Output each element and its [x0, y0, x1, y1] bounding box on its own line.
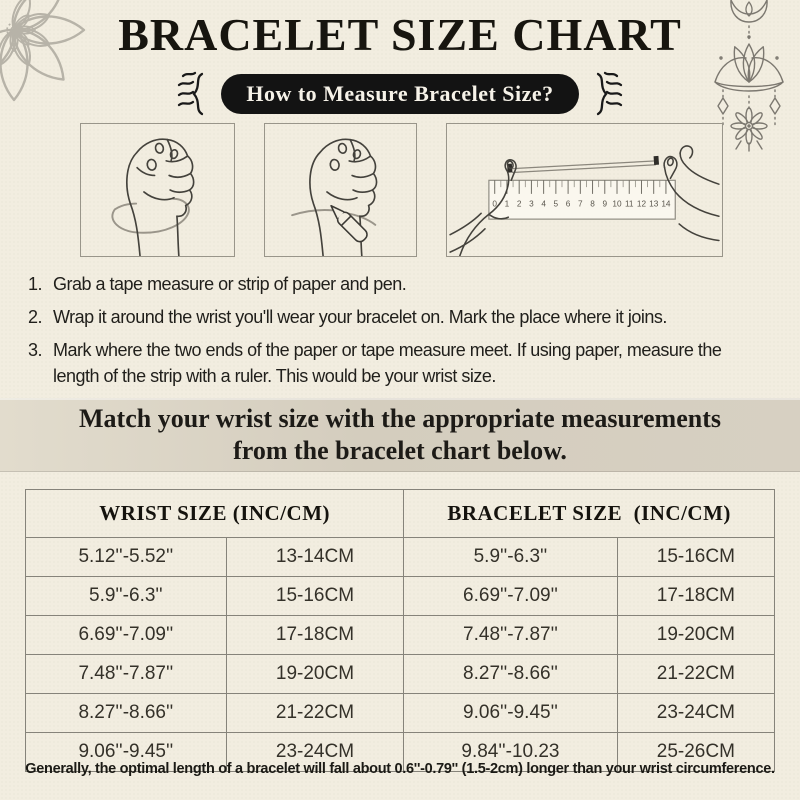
- instruction-list: [28, 271, 776, 396]
- table-cell: 19-20CM: [617, 616, 774, 655]
- table-cell: 17-18CM: [226, 616, 404, 655]
- table-cell: 9.84''-10.23: [404, 733, 617, 772]
- table-cell: 5.9''-6.3'': [26, 577, 227, 616]
- table-cell: 7.48''-7.87'': [404, 616, 617, 655]
- table-cell: 6.69''-7.09'': [404, 577, 617, 616]
- match-banner-line2: from the bracelet chart below.: [233, 436, 567, 465]
- table-row: [26, 577, 775, 616]
- illustration-wrap-tape: [80, 123, 235, 257]
- table-cell: 15-16CM: [617, 538, 774, 577]
- table-cell: 13-14CM: [226, 538, 404, 577]
- size-chart-table: [25, 489, 775, 772]
- illustration-ruler-measure: [446, 123, 723, 257]
- table-cell: 8.27''-8.66'': [26, 694, 227, 733]
- svg-text:12: 12: [636, 199, 647, 209]
- match-size-banner: [0, 398, 800, 472]
- svg-text:2: 2: [516, 199, 522, 209]
- ruler-hands-icon: [447, 124, 722, 256]
- table-cell: 21-22CM: [226, 694, 404, 733]
- svg-text:3: 3: [529, 199, 534, 209]
- table-row: [26, 694, 775, 733]
- table-cell: 25-26CM: [617, 733, 774, 772]
- table-cell: 17-18CM: [617, 577, 774, 616]
- wrist-size-header: WRIST SIZE (INC/CM): [26, 490, 404, 538]
- table-cell: 15-16CM: [226, 577, 404, 616]
- svg-text:14: 14: [661, 199, 671, 209]
- svg-text:9: 9: [602, 199, 608, 209]
- step-number: 3.: [28, 340, 43, 360]
- how-to-measure-banner: [0, 71, 800, 117]
- illustration-mark-wrist: [264, 123, 417, 257]
- table-row: [26, 538, 775, 577]
- illustration-row: [80, 123, 723, 257]
- svg-text:11: 11: [624, 199, 634, 209]
- step-text: Grab a tape measure or strip of paper and pen.: [53, 274, 407, 294]
- table-row: [26, 616, 775, 655]
- table-cell: 6.69''-7.09'': [26, 616, 227, 655]
- step-text: Wrap it around the wrist you'll wear your bracelet on. Mark the place where it joins.: [53, 307, 667, 327]
- table-header-row: [26, 490, 775, 538]
- wrist-tape-icon: [81, 124, 234, 256]
- table-cell: 5.12''-5.52'': [26, 538, 227, 577]
- svg-text:1: 1: [504, 199, 510, 209]
- bracelet-size-header: BRACELET SIZE (INC/CM): [404, 490, 775, 538]
- table-cell: 5.9''-6.3'': [404, 538, 617, 577]
- step-number: 2.: [28, 307, 43, 327]
- footer-note: Generally, the optimal length of a bracelet will fall about 0.6''-0.79'' (1.5-2cm) longer than your wrist circumference.: [25, 761, 775, 777]
- banner-pill: How to Measure Bracelet Size?: [221, 74, 578, 114]
- table-cell: 23-24CM: [617, 694, 774, 733]
- match-banner-line1: Match your wrist size with the appropriate measurements: [79, 404, 721, 433]
- step-text: Mark where the two ends of the paper or tape measure meet. If using paper, measure the length of the strip with a ruler. This would be your wrist size.: [53, 340, 722, 386]
- table-cell: 23-24CM: [226, 733, 404, 772]
- step-number: 1.: [28, 274, 43, 294]
- table-cell: 9.06''-9.45'': [26, 733, 227, 772]
- flourish-left-icon: [175, 71, 209, 117]
- svg-text:13: 13: [649, 199, 659, 209]
- svg-text:5: 5: [553, 199, 559, 209]
- table-cell: 9.06''-9.45'': [404, 694, 617, 733]
- svg-text:4: 4: [541, 199, 546, 209]
- svg-text:7: 7: [578, 199, 583, 209]
- table-cell: 7.48''-7.87'': [26, 655, 227, 694]
- table-cell: 19-20CM: [226, 655, 404, 694]
- instruction-step-1: [28, 271, 776, 297]
- table-row: [26, 655, 775, 694]
- wrist-pen-icon: [265, 124, 416, 256]
- svg-text:8: 8: [590, 199, 595, 209]
- flourish-right-icon: [591, 71, 625, 117]
- svg-text:10: 10: [612, 199, 622, 209]
- svg-text:0: 0: [492, 199, 498, 209]
- table-cell: 21-22CM: [617, 655, 774, 694]
- svg-text:6: 6: [565, 199, 571, 209]
- instruction-step-2: [28, 304, 776, 330]
- marker-pen-icon: [326, 201, 369, 244]
- table-cell: 8.27''-8.66'': [404, 655, 617, 694]
- page-title: BRACELET SIZE CHART: [118, 9, 682, 60]
- ruler-scale-numbers: [492, 200, 671, 209]
- instruction-step-3: [28, 337, 776, 389]
